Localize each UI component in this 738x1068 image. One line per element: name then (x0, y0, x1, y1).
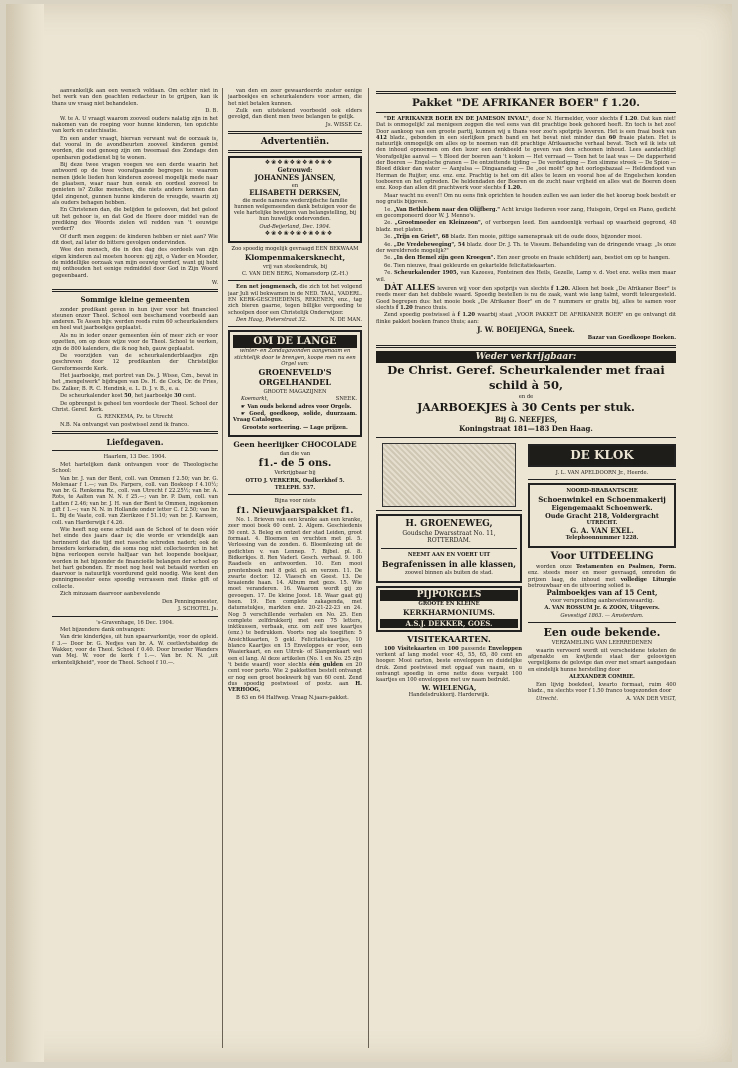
paragraph: Zulk een uitstekend voorbeeld ook elders gevolgd, dan dient men twee belangen te gelijk. (228, 108, 362, 121)
column-divider (222, 88, 223, 1048)
section-rule (228, 150, 362, 153)
schoen-address: Oude Gracht 218, Voldergracht (545, 511, 659, 520)
job-ad-text: Zoo spoedig mogelijk gevraagd EEN BEKWAAM (231, 245, 359, 252)
boeijenga-address: J. W. BOEIJENGA, Sneek. (477, 325, 575, 335)
rule (228, 494, 362, 495)
boer-ad-item: 5e. „In den Hemel zijn geen Kroegen". Een zeer groote en fraaie schilderij aan, bestiot om op te hangen. (384, 255, 670, 262)
chocolate-ad-text: dan die van (279, 450, 311, 457)
announcement-place: Oud-Beijerland, Dec. 1904. (259, 223, 331, 230)
comrie-name: ALEXANDER COMRIE. (569, 674, 635, 681)
signature: J. SCHOTEL Js. (177, 606, 218, 613)
rossum-text: voor verspreiding aanbevelenswaardig. (550, 597, 654, 604)
ad-slogan: Grootste sorteering. — Lage prijzen. (242, 424, 348, 431)
dateline: 's-Gravenhage, 16 Dec. 1904. (96, 619, 174, 626)
signature: G. RENKEMA, Pz. te Utrecht (96, 414, 174, 421)
dateline: Haarlem, 13 Dec. 1904. (103, 454, 167, 461)
pakket-ad-heading: Pakket "DE AFRIKANER BOER" f 1.20. (412, 97, 640, 109)
boer-ad-item: 3e. „Trijn en Griet", 68 bladz. Een mooie, pittige samenspraak uit de oude doos, bijzonder mooi. (384, 234, 642, 241)
rossum-name: A. VAN ROSSUM Jr. & ZOON, Uitgevers. (544, 605, 660, 612)
signature: D. B. (205, 108, 218, 115)
rule (376, 112, 676, 113)
rule (52, 616, 218, 617)
rule (528, 479, 676, 480)
rule (52, 450, 218, 451)
dekker-ad (376, 586, 522, 632)
dekker-product: KERKHARMONIUMS. (403, 608, 495, 618)
job-ad-title: Klompenmakersknecht, (244, 253, 346, 263)
announcement-text: die mede namens wederzijdsche familie hunnen welgemeenden dank betuigen voor de vele hartelijke bewijzen van belangstelling, bij hun huwelijk ondervonden. (233, 197, 357, 223)
schoen-text: Eigengemaakt Schoenwerk. (551, 504, 653, 513)
job-ad-text: Een net jongmensch, die zich tot het volgend jaar Juli wil bekwamen in de NED. TAAL, VADERL. EN KERK-GESCHIEDENIS, REKENEN, enz., tag zich bieren gaarne, tegen billijke vergoeding te schoolpen door een Christelijk Onderwijzer. (228, 284, 362, 316)
chocolate-ad-text: Verkrijgbaar bij (274, 470, 316, 477)
rule (528, 622, 676, 623)
newspaper-page (6, 4, 732, 1062)
paragraph: En een ander vraagt, hiervan verwant wat de oorzaak is, dat vooral in de avondbeurten zooveel kinderen gemist worden, die oud genoeg zijn om tweemaal des Zondags den openbaren godsdienst bij te wonen. (52, 135, 218, 161)
neefjes-name: Bij G. NEEFJES, (494, 414, 558, 424)
ad-address: Koemarkt, SNEEK. (241, 396, 357, 403)
bazar-name: Bazar van Goedkoope Boeken. (587, 335, 676, 342)
ornament-border: ❖❀❖❀❖❀❖❀❖❀❖ (264, 230, 334, 238)
visite-title: VISITEKAARTEN. (407, 634, 491, 645)
ads-right-column (528, 441, 676, 703)
signature: Den Penningmeester, (162, 598, 218, 605)
ads-left-column (376, 441, 522, 703)
boer-ad-item: 4e. „De Vredebeweging", 54 bladz. door Dr. J. Th. te Vissum. Behandeling van de dringende vraag: „Is onze der wereldvrede mogelijk?" (376, 241, 676, 254)
rule (376, 510, 522, 511)
boer-ad-text: DÀT ALLES leveren wij voor den spotprijs van slechts f 1.20. Alleen het boek „De Afrikaner Boer" is reeds meer dan het dubbele waard. Spoedig bestellen is nu de zaak, want wie lang talmt, wordt teleurgesteld. Goed begrepen dus: het mooie boek „De Afrikaner Boer" en de 7 nummers er gratis bij, alles te samen voor slechts f 1.20 franco thuis. (376, 282, 676, 311)
boer-ad-item: 2e. „Grootmoeder en Kleinzoon", of verborgen leed. Een aandoenlijk verhaal op waarheid gegrond, 48 bladz. met platen. (376, 220, 676, 233)
de-klok-ad (528, 444, 676, 467)
job-ad-contact: C. VAN DEN BERG, Nomansdorp (Z.-H.) (241, 271, 348, 278)
paragraph: Bij deze twee vragen voegen we een derde waarin het antwoord op de twee voorafgaande begrepen is: waarom nemen ijdele lieden hun kinderen zooveel mogelijk mede naar de plaatsen, waar naar hun eensk en oordeel zooveel te genieten is? Zulke menschen, die niets anders kennen dan ijdel zingenot, gunnen hunne kinderen de vreugde, waarin zij als ouders behagen hebben. (52, 162, 218, 206)
oud-address: Utrecht. A. VAN DER VEGT, (536, 695, 676, 702)
conjunction: en (291, 182, 299, 189)
married-label: Getrouwd: (277, 166, 313, 174)
boer-ad-item: 7e. Scheurkalender 1905, van Kazeesu, Fonteinen des Heils, Gezelle, Lamp v. d. Voet enz. welks men maar wil. (376, 270, 676, 283)
scheurkalender-banner: Weder verkrijgbaar: (376, 351, 676, 363)
ad-bullet: ☛ Van ouds bekend adres voor Orgels. (241, 403, 352, 410)
chocolate-ad-phone: TELEPH. 537. (274, 485, 316, 492)
paragraph: De voorzijden van de scheurkalenderblaadjes zijn geschreven door 12 predikanten der Christelijke Gereformeerde Kerk. (52, 353, 218, 372)
column-divider (368, 88, 369, 1048)
ad-text: GROOTE MAGAZIJNEN (263, 388, 327, 395)
groeneweg-city: ROTTERDAM. (427, 537, 471, 545)
schoen-phone: Telephoonnummer 1228. (565, 535, 639, 542)
boer-ad-text: Maar wacht nu even!! Om nu eens fink oprichten te houden zullen we aan ieder die het koorug boek bestelt er nog gratis bijgeven. (376, 192, 676, 206)
paragraph: van den en zeer gewaardeerde zuster eenige jaarboekjes en scheurkalenders voor armen, die het niet betalen kunnen. (228, 88, 362, 107)
paragraph: Of durft men zeggen: de kinderen hebben er niet aan? Wie dit doet, zal later do bittere gevolgen ondervinden. (52, 233, 218, 246)
pakket-ad-title: f1. Nieuwjaarspakket f1. (236, 505, 354, 516)
paragraph: Wee den mensch, die in den dag des oordeels van zijn eigen kinderen zal moeten hooren: gij zijt, o Vader en Moeder, de middellijke oorzaak van mijn eeuwig verderf, want gij hebt mij onthouden het eenige redmiddel door God in Zijn Woord gegeenbaard. (52, 247, 218, 279)
de-klok-logo: DE KLOK (570, 447, 634, 462)
marriage-announcement (228, 156, 362, 243)
section-heading: Liefdegaven. (106, 437, 164, 448)
groeneweg-text: NEEMT AAN EN VOERT UIT (407, 551, 491, 558)
section-heading: Sommige kleine gemeenten (80, 295, 190, 305)
chocolate-ad-title: Geen heerlijker CHOCOLADE (233, 440, 357, 450)
paragraph: Van br. J. van der Bent, coll. van Ommen f 2.50; van br. G. Molenaar f 1.—; van Ds. Farpers, coll. van Boskoop f 4.10½; van br. G. Renkema Rz., coll. van Utrecht f 22.25½; van br. A. Rots, te Aalten van N. N. f 25.—; van br. P. Dam, coll. van Latten f 2.46; van br. J. H. van der Bent te Ommen, ingekomen gift f 1.—; van N. N. in Hollande onder letter C. f 2.50; van br. L. Bij de Vaate, coll. van Zierikzee f 51.10; van br. J. Karssen, coll. van Harderwijk f 4.26. (52, 475, 218, 526)
rule (376, 437, 676, 438)
ads-grid (376, 441, 676, 703)
paragraph: Van drie kinderkjes, uit hun spaarvarkentje, voor de opleid. f 3.— Door br. G. Nedjes van br. A. W. ceetlevtsbaidop de Wakker, voor de Theol. School f 0.40. Door broeder Wanders van Mej. W. voor de kerk f 1.—. Van br. N. N. „uit erkentelijkheid", voor de Theol. School f 10.—. (52, 634, 218, 666)
signature: N. DE MAN. (329, 317, 362, 324)
ad-bullet: ☛ Goed, goedkoop, solide, duurzaam. Vraag Catalogus. (233, 411, 357, 424)
apeldoorn-name: J. L. VAN APELDOORN Jr., Heerde. (555, 469, 649, 476)
harmonium-illustration (382, 443, 516, 507)
oud-text: waarin vervoerd wordt uit verscheidene teksten de afgenakte en kwijtende staat der geloovigen vergelijkens de gelovige dan over met smart aangedaan en eindelijk hunne herstelling door (528, 647, 676, 673)
bride-name: ELISABETH DERKSEN, (249, 188, 341, 198)
pakket-ad-sub: Bijna voor niets (274, 498, 316, 505)
paragraph: W. te A. U vraagt waarom zooveel ouders nalatig zijn in het nakomen van de roeping voor hunne kinderen, ten opzichte van kerk en catechisatie. (52, 115, 218, 135)
rule (228, 326, 362, 327)
section-rule (52, 431, 218, 434)
ad-banner: OM DE LANGE (233, 335, 357, 348)
paragraph: De opbrengst is geheel ten voordeele der Theol. School der Christ. Geref. Kerk. (52, 400, 218, 413)
ad-brand: GROENEVELD'S ORGELHANDEL (258, 367, 332, 387)
paragraph: Met bijzondere dank ontvangen: (60, 626, 146, 633)
section-rule (52, 289, 218, 292)
paragraph: zonder predikant geven in hun ijver voor het financieel steunen onzer Theol. School een beschamend voorbeeld aan anderen. Te Assen bijv. werden reeds ruim 60 scheurkalenders en heel wat jaarboekjes geplaatst. (52, 306, 218, 332)
boer-ad-item: 1e. „Van Bethlehem naar den Olijfberg." Acht kruige liederen voor zang, Huisgoin, Orgel en Piano, gedicht en gecomponeerd door W. J. Menno's. (376, 206, 676, 219)
schoen-region: NOORD-BRABANTSCHE (566, 488, 638, 495)
note: N.B. Na ontvangst van postwissel zend ik franco. (60, 421, 189, 428)
pakket-ad-text: No. 1. Brieven van een kranke aan een kranke, zeer mooi boek 60 cent. 2. Algem. Geschiedenis 50 cent. 3. Beleg en ontzet der stad Leiden, groot formaat. 4. Bloemen en vruchten met pl. 5. Verlossing van de zonden. 6. Bloemlezing uit de gedichten v. van Lennep. 7. Bijbel. pl. 8. Bidkerkjes. 8. Ren Vaderl. Gesch. verhaal. 9. 100 Raadsels en antwoorden. 10. Een mooi prentenboek met 8 gekl. pl. en verzen. 11. De zwarte doctor. 12. Vlaesch en Geest. 13. De kraaiende haan. 14. Album met gezs. 15. Wie moet veranderen. 16. Waarom wordt gij zo gevoegen. 17. De kleine Joost. 18. Waar gaat gij heen. 19. Een complete zakagenda, met datumstukjes, markten enz. 20-21-22-23 en 24. Nog 5 verschillende verhalen en No. 25. Een complete zelfdrukkerij met een 75 letters, inktkussen, verbaak, enz. om zelf uwe kaartjes (enz.) te bedrukken. Voorts nog als toegiften: 5 Ansichtkaarten, 5 gekl. Felicitatiekaartjes, 10 blanco Kaartjes en 15 Enveloppes er voor, een Waaierkaart, en een Uitrek- of Slangenkaart wel een el lang. Al deze artikelen (No. 1 en No. 25 zijn 't beide waard) voor slechts één gulden en 20 cent voor porto. Wie 2 pakketten bestelt ontvangt er nog een groot boekwerk bij van 60 cent. Zend dus spoedig postwissel of postz. aan H. VERHOOG, (228, 517, 362, 694)
boer-ad-text: "DE AFRIKANER BOER EN DE JAMESON INVAL", door N. Hermelder, voor slechts f 1.20. Dat kan niet! Dat is onmogelijk! zal menigeen zeggen die wel eens van dit prachtige boek gehoord heeft. En toch is het zoo! Door aankoop van een groote partij, kunnen wij u thans voor zoo'n spotprijs leveren. Het is een fraai boek van 412 bladz., gebonden in een sierlijken prach band en het bevat niet minder dan 60 fraaie platen. Het is natuurlijk onmogelijk om alles op te noemen van dit prachtige Afrikaansche verhaal bevat. Toch wil ik iets uit den inhoud opnoemen om den lezer een denkbeeld te geven van den schoonen inhoud. Lees aandachtig! Voorafgelijke aanval — 't Bloed der boeren aan 't koken — Het verraad — Toen het te laat was — De dapperheid der Boeren — Engelsche granen — De ontzettende tijding — De verdediging — Een slimme streek — De Spion — Bloed dikker dan water — Aanjulsa — Dingaansdag — De „ooi moët" op het oorlogsbazaal — Heldendood van Herman de Ruijter, enz. enz. enz. Prachtig is het om dit alles te lezen en vooral hoe af de Engelschen konden toeboeren en het optreden. De heldendaden der Boeren en de zucht naar vrijheid en alles wat de Boeren doen enz. Koop dan allen dit prachtwerk voor slechts f 1.20. (376, 116, 676, 192)
groom-name: JOHANNES JANSEN, (254, 173, 336, 183)
schoenwinkel-ad (528, 483, 676, 548)
boer-ad-title: "DE AFRIKANER BOER EN DE JAMESON INVAL" (384, 116, 529, 122)
boer-ad-item: 6e. Tien nieuwe, fraai gekleurde en gekartelde felicitatiekaarten. (384, 262, 556, 269)
paragraph: De scheurkalender kost 50, het jaarboekje 30 cent. (60, 393, 197, 400)
groeneweg-service: Begrafenissen in alle klassen, (381, 559, 517, 570)
job-ad-text: vrij van steekendruk, bij (263, 263, 327, 270)
oud-text: Een lijvig boekdeel, kwarto formaat, ruim 400 bladz., nu slechts voor f 1.50 franco toegezonden door (528, 681, 676, 695)
wielenga-place: Handelsdrukkerij. Harderwijk. (408, 692, 490, 699)
dekker-sub: GROOTE EN KLEINE (418, 600, 480, 607)
column-3 (376, 88, 676, 703)
advertisement-heading: Advertentiën. (260, 137, 330, 148)
section-rule (228, 131, 362, 134)
scheurkalender-title: De Christ. Geref. Scheurkalender met fraai schild à 50, (387, 362, 665, 392)
rossum-place: Gevestigd 1863. — Amsterdam. (560, 612, 644, 619)
boer-ad-text: Zend spoedig postwissel à f 1.20 waarbij staat „VOOR PAKKET DE AFRIKANER BOER" en ge ontvangt dit flinke pakket boeken franco thuis; aan: (376, 312, 676, 325)
intro-text: aanvankelijk aan een wensch voldaan. Om echter niet in het werk van den geachten redacteur in te grijpen, kan ik thans uw vraag niet behandelen. (52, 88, 218, 107)
paragraph: Wie heeft nog eene schuld aan de School of te doen vóór het einde des jaars daar is; die worde er vriendelijk aan herinnerd dat die tijd met rassche schreden nadert; ook de broeders kerkeraden, die soms nog niet collecteerden in het bijna verloopen eerste halfjaar van het loopende boekjaar, worden in het bijzonder de financieële belangen der school op het hart gebonden. Er moet nog heel wat betaald worden en daarvoor is natuurlijk voordurend geld noodig. Wie kent den penningmeester eens spoedig verrassen met flinke gift of collecte. (52, 527, 218, 590)
schoen-city: UTRECHT. (586, 520, 618, 527)
chocolate-ad-vendor: OTTO J. VERKERK, Oudkerkhof 5. (245, 477, 345, 484)
palm-title: Palmboekjes van af 15 Cent, (546, 588, 658, 598)
ad-text: winter- en Zondagavonden aangenaam en stichtelijk door te brengen, koope men nu een Orgel van: (234, 348, 356, 367)
page-spine (6, 4, 44, 1062)
neefjes-address: Koningstraat 181—183 Den Haag. (459, 424, 593, 434)
job-ad-place: Den Haag, Pieterstraat 32. N. DE MAN. (236, 317, 362, 324)
groeneweg-ad (376, 514, 522, 583)
uitdeeling-text: worden onze Testamenten en Psalmen, Form. enz. steeds meer en meer gevraagd, omreden de prijzen laag, de inhoud met volledige Liturgie betrouwbaar en de uitvoering solied is. (528, 564, 676, 589)
jaarboekjes-title: JAARBOEKJES à 30 Cents per stuk. (417, 401, 635, 415)
dekker-title: PIJPORGELS (380, 590, 518, 601)
visite-text: 100 Visitekaarten en 100 passende Enveloppen verkent af lang model voor 45, 55, 65, 80 cent en hooger. Mooi carton, beste enveloppen en duidelijke druk. Zend postwissel met opgaaf van naam, en u ontvangt spoedig in orne nette doos verpakt 100 kaartjes en 100 enveloppen met uw naam bedrukt. (376, 645, 522, 684)
signature: W. (211, 280, 218, 287)
paragraph: Met hartelijken dank ontvangen voor de Theologische School: (52, 461, 218, 475)
job-ad-title: Een net jongmensch, (236, 284, 298, 291)
oud-title: Een oude bekende. (543, 626, 661, 640)
oud-sub: VERZAMELING VAN LEERREDENEN (551, 640, 653, 647)
ornament-border: ❖❀❖❀❖❀❖❀❖❀❖ (264, 159, 334, 167)
column-1 (52, 88, 218, 667)
paragraph: Als nu in ieder onzer gemeenten één of meer zich er voor opzetten, om op deze wijze voor de Theol. School te werken, zijn de 800 kalenders, die ik nog heb, gauw geplaatst. (52, 332, 218, 352)
schoen-owner: G. A. VAN EXEL. (570, 525, 634, 535)
rule (381, 548, 517, 549)
groeneveld-ad (228, 330, 362, 437)
section-rule (376, 345, 676, 348)
paragraph: Het jaarboekje, met portret van Ds. J. Wisse, Czn., bevat in het „mengelwerk" bijdragen van Ds. H. de Cock, Dr. de Fries, Ds. Zalker, B. R. C. Hendink, e. L. D. J. v. B., e. a. (52, 373, 218, 392)
groeneweg-text: zoowel binnen als buiten de stad. (405, 570, 493, 577)
conjunction: en de (518, 393, 534, 400)
section-rule (376, 91, 676, 94)
groeneweg-name: H. GROENEWEG, (405, 518, 493, 529)
signature: Js. WISSE Cz. (325, 121, 362, 128)
column-2 (228, 88, 362, 702)
dekker-name: A.S.J. DEKKER, GOES. (380, 619, 518, 628)
schoen-title: Schoenwinkel en Schoenmakerij (538, 494, 666, 504)
chocolate-ad-price: f1.- de 5 ons. (258, 458, 332, 469)
wielenga-name: W. WIELENGA, (421, 683, 477, 692)
rule (228, 280, 362, 281)
uitdeeling-title: Voor UITDEELING (550, 550, 654, 562)
paragraph: En Christenen dan, die belijden te gelooven, dat het geloof uit het gehoor is, en dat God de Heere door middel van de prediking des Woords zielen wil redden van 't eeuwige verderf? (52, 207, 218, 233)
groeneweg-street: Goudsche Dwarsstraat No. 11, (402, 529, 496, 537)
paragraph: Zich minzaam daarvoor aanbevelende (60, 591, 161, 598)
pakket-ad-address: B 63 en 64 Halfweg. Vraag N.jaars-pakket. (236, 694, 349, 701)
